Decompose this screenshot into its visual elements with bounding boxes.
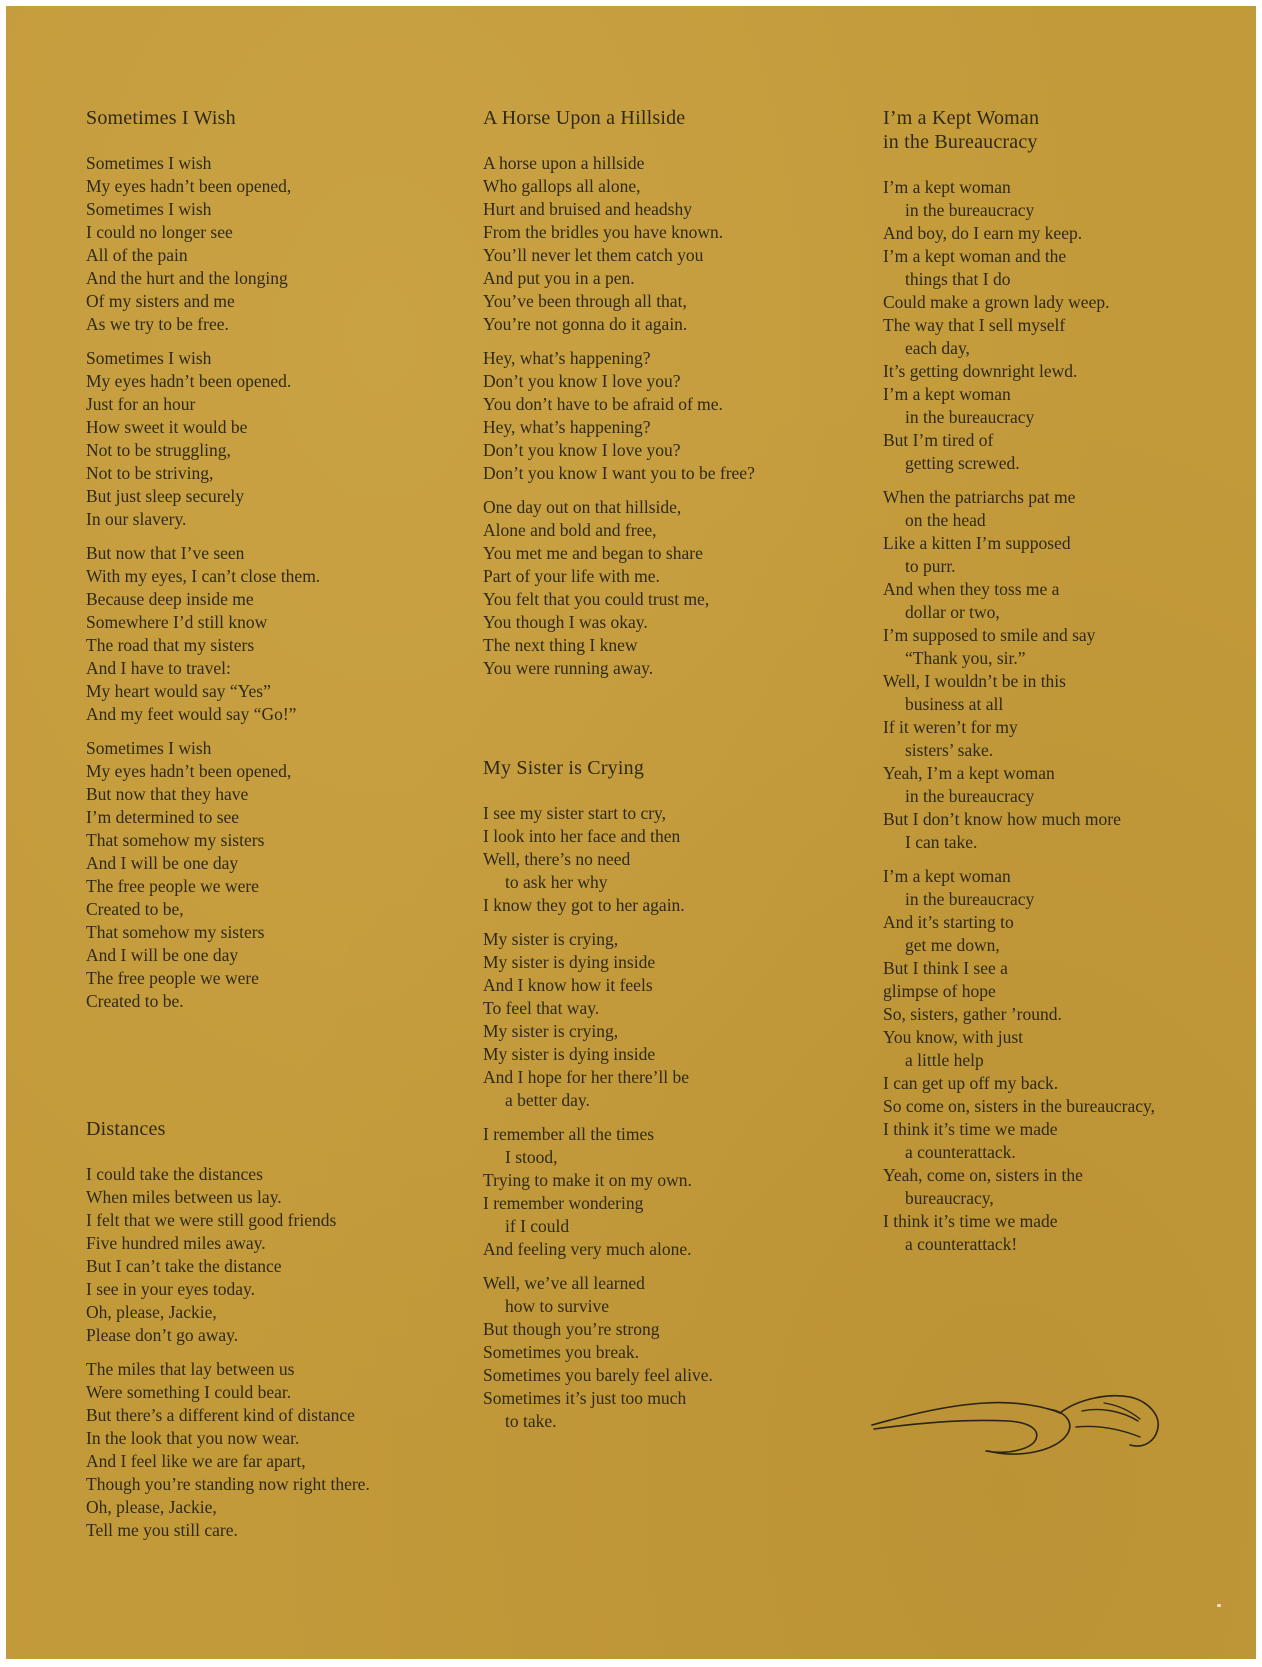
poem-my-sister-is-crying bbox=[483, 756, 843, 1433]
verse-line: And when they toss me a bbox=[883, 579, 1060, 599]
verse-line: I felt that we were still good friends bbox=[86, 1210, 337, 1230]
verse-line: Because deep inside me bbox=[86, 589, 254, 609]
verse-line: And boy, do I earn my keep. bbox=[883, 223, 1083, 243]
verse-line: You’ll never let them catch you bbox=[483, 245, 704, 265]
verse-line: in the bureaucracy bbox=[905, 407, 1035, 427]
verse-line: Hey, what’s happening? bbox=[483, 348, 651, 368]
handwritten-signature-icon bbox=[868, 1381, 1168, 1461]
verse-line: glimpse of hope bbox=[883, 981, 996, 1001]
verse-line: Oh, please, Jackie, bbox=[86, 1302, 217, 1322]
verse-line: In our slavery. bbox=[86, 509, 187, 529]
stanza bbox=[86, 347, 466, 531]
poem-title bbox=[883, 106, 1243, 154]
verse-line: But I can’t take the distance bbox=[86, 1256, 282, 1276]
stanza bbox=[86, 737, 466, 1013]
verse-line: Like a kitten I’m supposed bbox=[883, 533, 1071, 553]
verse-line: I see in your eyes today. bbox=[86, 1279, 255, 1299]
verse-line: Who gallops all alone, bbox=[483, 176, 641, 196]
verse-line: I look into her face and then bbox=[483, 826, 681, 846]
verse-line: My sister is crying, bbox=[483, 929, 619, 949]
verse-line: In the look that you now wear. bbox=[86, 1428, 300, 1448]
verse-line: My eyes hadn’t been opened. bbox=[86, 371, 292, 391]
verse-line: I’m a kept woman bbox=[883, 177, 1011, 197]
verse-line: Sometimes I wish bbox=[86, 153, 212, 173]
verse-line: I can get up off my back. bbox=[883, 1073, 1059, 1093]
verse-line: I see my sister start to cry, bbox=[483, 803, 667, 823]
verse-line: And my feet would say “Go!” bbox=[86, 704, 297, 724]
verse-line: Sometimes you break. bbox=[483, 1342, 640, 1362]
stanza bbox=[883, 176, 1243, 475]
stanza bbox=[86, 542, 466, 726]
verse-line: how to survive bbox=[505, 1296, 610, 1316]
verse-line: in the bureaucracy bbox=[905, 200, 1035, 220]
verse-line: I remember all the times bbox=[483, 1124, 655, 1144]
verse-line: And put you in a pen. bbox=[483, 268, 635, 288]
stanza bbox=[483, 347, 843, 485]
verse-line: And I hope for her there’ll be bbox=[483, 1067, 690, 1087]
verse-line: I’m supposed to smile and say bbox=[883, 625, 1096, 645]
verse-line: I’m a kept woman and the bbox=[883, 246, 1067, 266]
verse-line: in the bureaucracy bbox=[905, 786, 1035, 806]
poem-title: A Horse Upon a Hillside bbox=[483, 107, 686, 129]
verse-line: I remember wondering bbox=[483, 1193, 644, 1213]
verse-line: Don’t you know I want you to be free? bbox=[483, 463, 755, 483]
verse-line: get me down, bbox=[905, 935, 1000, 955]
stanza bbox=[86, 1358, 466, 1542]
verse-line: to ask her why bbox=[505, 872, 608, 892]
verse-line: Hey, what’s happening? bbox=[483, 417, 651, 437]
poem-page bbox=[6, 6, 1256, 1659]
verse-line: I stood, bbox=[505, 1147, 558, 1167]
verse-line: each day, bbox=[905, 338, 970, 358]
verse-line: And I will be one day bbox=[86, 945, 239, 965]
verse-line: The free people we were bbox=[86, 968, 259, 988]
verse-line: Sometimes I wish bbox=[86, 348, 212, 368]
verse-line: Sometimes it’s just too much bbox=[483, 1388, 687, 1408]
verse-line: Created to be. bbox=[86, 991, 184, 1011]
verse-line: But now that they have bbox=[86, 784, 249, 804]
verse-line: But I’m tired of bbox=[883, 430, 994, 450]
verse-line: And I will be one day bbox=[86, 853, 239, 873]
verse-line: And it’s starting to bbox=[883, 912, 1014, 932]
verse-line: My eyes hadn’t been opened, bbox=[86, 176, 292, 196]
verse-line: But though you’re strong bbox=[483, 1319, 660, 1339]
poem-distances bbox=[86, 1117, 466, 1542]
verse-line: The way that I sell myself bbox=[883, 315, 1066, 335]
paper-speck bbox=[1217, 1604, 1221, 1607]
verse-line: in the bureaucracy bbox=[905, 889, 1035, 909]
verse-line: I could no longer see bbox=[86, 222, 233, 242]
stanza bbox=[883, 865, 1243, 1256]
verse-line: Were something I could bear. bbox=[86, 1382, 292, 1402]
verse-line: bureaucracy, bbox=[905, 1188, 994, 1208]
verse-line: Well, I wouldn’t be in this bbox=[883, 671, 1066, 691]
verse-line: I think it’s time we made bbox=[883, 1119, 1058, 1139]
verse-line: Not to be struggling, bbox=[86, 440, 231, 460]
verse-line: And I have to travel: bbox=[86, 658, 231, 678]
verse-line: “Thank you, sir.” bbox=[905, 648, 1026, 668]
stanza bbox=[483, 928, 843, 1112]
verse-line: a better day. bbox=[505, 1090, 590, 1110]
verse-line: Oh, please, Jackie, bbox=[86, 1497, 217, 1517]
verse-line: The miles that lay between us bbox=[86, 1359, 295, 1379]
verse-line: Of my sisters and me bbox=[86, 291, 235, 311]
column-left bbox=[86, 106, 466, 1553]
verse-line: But I don’t know how much more bbox=[883, 809, 1121, 829]
verse-line: getting screwed. bbox=[905, 453, 1020, 473]
verse-line: Hurt and bruised and headshy bbox=[483, 199, 692, 219]
verse-line: to purr. bbox=[905, 556, 956, 576]
verse-line: And the hurt and the longing bbox=[86, 268, 288, 288]
verse-line: Tell me you still care. bbox=[86, 1520, 238, 1540]
verse-line: So come on, sisters in the bureaucracy, bbox=[883, 1096, 1155, 1116]
verse-line: That somehow my sisters bbox=[86, 922, 265, 942]
verse-line: You know, with just bbox=[883, 1027, 1024, 1047]
verse-line: Please don’t go away. bbox=[86, 1325, 239, 1345]
verse-line: You’re not gonna do it again. bbox=[483, 314, 688, 334]
poem-a-horse-upon-a-hillside bbox=[483, 106, 843, 680]
verse-line: You though I was okay. bbox=[483, 612, 648, 632]
verse-line: Somewhere I’d still know bbox=[86, 612, 268, 632]
verse-line: a counterattack! bbox=[905, 1234, 1018, 1254]
poem-title: My Sister is Crying bbox=[483, 757, 645, 779]
verse-line: Yeah, come on, sisters in the bbox=[883, 1165, 1083, 1185]
verse-line: If it weren’t for my bbox=[883, 717, 1018, 737]
verse-line: When the patriarchs pat me bbox=[883, 487, 1076, 507]
stanza bbox=[86, 1163, 466, 1347]
verse-line: I’m a kept woman bbox=[883, 384, 1011, 404]
verse-line: My heart would say “Yes” bbox=[86, 681, 271, 701]
stanza bbox=[483, 1123, 843, 1261]
verse-line: on the head bbox=[905, 510, 986, 530]
verse-line: You don’t have to be afraid of me. bbox=[483, 394, 723, 414]
verse-line: You’ve been through all that, bbox=[483, 291, 687, 311]
verse-line: if I could bbox=[505, 1216, 570, 1236]
verse-line: sisters’ sake. bbox=[905, 740, 994, 760]
verse-line: It’s getting downright lewd. bbox=[883, 361, 1078, 381]
verse-line: And I know how it feels bbox=[483, 975, 653, 995]
verse-line: things that I do bbox=[905, 269, 1011, 289]
verse-line: Though you’re standing now right there. bbox=[86, 1474, 370, 1494]
verse-line: One day out on that hillside, bbox=[483, 497, 682, 517]
verse-line: Don’t you know I love you? bbox=[483, 371, 681, 391]
verse-line: I know they got to her again. bbox=[483, 895, 685, 915]
verse-line: That somehow my sisters bbox=[86, 830, 265, 850]
column-middle bbox=[483, 106, 843, 1444]
stanza bbox=[483, 496, 843, 680]
verse-line: I’m determined to see bbox=[86, 807, 240, 827]
poem-im-a-kept-woman bbox=[883, 106, 1243, 1256]
verse-line: to take. bbox=[505, 1411, 557, 1431]
poem-title: Sometimes I Wish bbox=[86, 107, 236, 129]
verse-line: a little help bbox=[905, 1050, 984, 1070]
verse-line: a counterattack. bbox=[905, 1142, 1016, 1162]
verse-line: I can take. bbox=[905, 832, 978, 852]
stanza bbox=[883, 486, 1243, 854]
verse-line: A horse upon a hillside bbox=[483, 153, 645, 173]
verse-line: Don’t you know I love you? bbox=[483, 440, 681, 460]
verse-line: My eyes hadn’t been opened, bbox=[86, 761, 292, 781]
verse-line: Well, there’s no need bbox=[483, 849, 631, 869]
stanza bbox=[483, 802, 843, 917]
verse-line: All of the pain bbox=[86, 245, 188, 265]
verse-line: So, sisters, gather ’round. bbox=[883, 1004, 1062, 1024]
verse-line: But there’s a different kind of distance bbox=[86, 1405, 355, 1425]
verse-line: Just for an hour bbox=[86, 394, 196, 414]
verse-line: With my eyes, I can’t close them. bbox=[86, 566, 321, 586]
verse-line: Trying to make it on my own. bbox=[483, 1170, 692, 1190]
verse-line: Part of your life with me. bbox=[483, 566, 660, 586]
verse-line: Alone and bold and free, bbox=[483, 520, 657, 540]
verse-line: Sometimes you barely feel alive. bbox=[483, 1365, 713, 1385]
verse-line: Well, we’ve all learned bbox=[483, 1273, 645, 1293]
verse-line: business at all bbox=[905, 694, 1004, 714]
verse-line: My sister is dying inside bbox=[483, 952, 656, 972]
verse-line: How sweet it would be bbox=[86, 417, 248, 437]
verse-line: I’m a kept woman bbox=[883, 866, 1011, 886]
verse-line: My sister is crying, bbox=[483, 1021, 619, 1041]
verse-line: You felt that you could trust me, bbox=[483, 589, 710, 609]
verse-line: Not to be striving, bbox=[86, 463, 214, 483]
verse-line: But I think I see a bbox=[883, 958, 1008, 978]
verse-line: When miles between us lay. bbox=[86, 1187, 282, 1207]
stanza bbox=[483, 152, 843, 336]
verse-line: You met me and began to share bbox=[483, 543, 703, 563]
verse-line: You were running away. bbox=[483, 658, 654, 678]
poem-sometimes-i-wish bbox=[86, 106, 466, 1013]
verse-line: To feel that way. bbox=[483, 998, 600, 1018]
verse-line: And I feel like we are far apart, bbox=[86, 1451, 306, 1471]
verse-line: dollar or two, bbox=[905, 602, 1000, 622]
stanza bbox=[483, 1272, 843, 1433]
verse-line: The road that my sisters bbox=[86, 635, 255, 655]
verse-line: The free people we were bbox=[86, 876, 259, 896]
poem-title: Distances bbox=[86, 1118, 166, 1140]
column-right bbox=[883, 106, 1243, 1267]
verse-line: I think it’s time we made bbox=[883, 1211, 1058, 1231]
verse-line: Sometimes I wish bbox=[86, 738, 212, 758]
verse-line: Could make a grown lady weep. bbox=[883, 292, 1110, 312]
verse-line: And feeling very much alone. bbox=[483, 1239, 692, 1259]
verse-line: But just sleep securely bbox=[86, 486, 244, 506]
verse-line: Sometimes I wish bbox=[86, 199, 212, 219]
verse-line: The next thing I knew bbox=[483, 635, 638, 655]
verse-line: I could take the distances bbox=[86, 1164, 263, 1184]
verse-line: Yeah, I’m a kept woman bbox=[883, 763, 1055, 783]
verse-line: Five hundred miles away. bbox=[86, 1233, 266, 1253]
poem-title-line: I’m a Kept Woman bbox=[883, 107, 1040, 129]
poem-title-line: in the Bureaucracy bbox=[883, 131, 1038, 153]
stanza bbox=[86, 152, 466, 336]
verse-line: My sister is dying inside bbox=[483, 1044, 656, 1064]
verse-line: From the bridles you have known. bbox=[483, 222, 724, 242]
verse-line: Created to be, bbox=[86, 899, 184, 919]
verse-line: But now that I’ve seen bbox=[86, 543, 245, 563]
verse-line: As we try to be free. bbox=[86, 314, 229, 334]
